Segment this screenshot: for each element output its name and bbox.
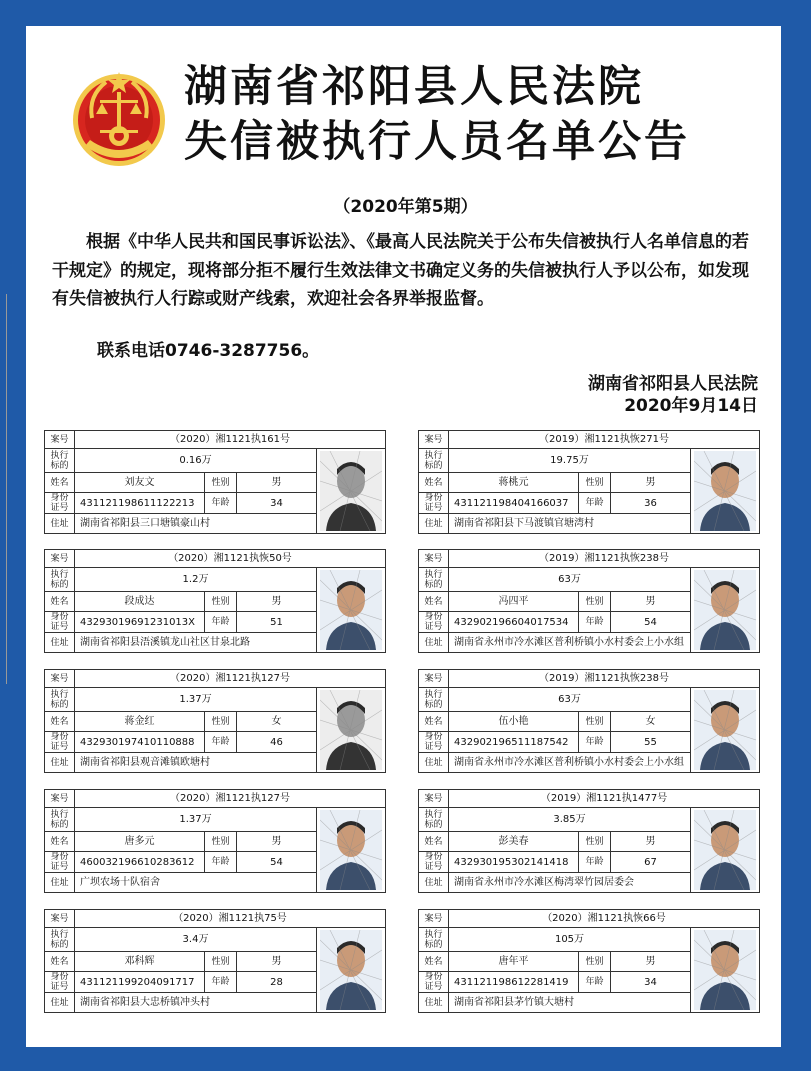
- amount-label: [419, 928, 449, 952]
- person-name: 伍小艳: [449, 712, 579, 732]
- id-label: [419, 612, 449, 633]
- person-gender: 男: [611, 473, 691, 493]
- debtor-table: [44, 430, 386, 534]
- person-photo: [320, 930, 382, 1010]
- person-photo-icon: [320, 930, 382, 1010]
- case-label: 案号: [45, 910, 75, 928]
- gender-label: 性别: [579, 592, 611, 612]
- id-label-line2: 证号: [424, 982, 443, 992]
- id-label: [45, 852, 75, 873]
- amount-value: 1.37万: [75, 808, 317, 832]
- debtor-card: [418, 430, 759, 532]
- amount-value: 0.16万: [75, 449, 317, 473]
- id-label: [45, 493, 75, 514]
- id-label-line2: 证号: [424, 742, 443, 752]
- debtor-table: [418, 549, 760, 653]
- gender-label: 性别: [205, 592, 237, 612]
- page-title-line2: 失信被执行人员名单公告: [184, 117, 690, 167]
- photo-cell: [691, 808, 760, 893]
- person-id-number: 432930197410110888: [75, 732, 205, 753]
- address-label: 住址: [419, 514, 449, 534]
- person-age: 34: [611, 972, 691, 993]
- photo-cell: [317, 928, 386, 1013]
- amount-label-line1: 执行: [424, 450, 443, 461]
- person-photo: [320, 690, 382, 770]
- address-label: 住址: [45, 633, 75, 653]
- id-label: [419, 972, 449, 993]
- amount-label: [45, 449, 75, 473]
- person-age: 55: [611, 732, 691, 753]
- person-name: 刘友文: [75, 473, 205, 493]
- gender-label: 性别: [579, 473, 611, 493]
- photo-cell: [317, 449, 386, 534]
- amount-label-line1: 执行: [424, 929, 443, 940]
- amount-label: [45, 568, 75, 592]
- amount-label-line2: 标的: [424, 579, 443, 590]
- debtor-table: [44, 549, 386, 653]
- person-photo: [320, 810, 382, 890]
- issue-number: （2020年第5期）: [333, 197, 478, 217]
- amount-label: [419, 688, 449, 712]
- age-label: 年龄: [205, 972, 237, 993]
- amount-label-line1: 执行: [424, 809, 443, 820]
- debtor-card: [418, 669, 759, 771]
- age-label: 年龄: [579, 612, 611, 633]
- photo-cell: [691, 688, 760, 773]
- photo-cell: [691, 449, 760, 534]
- person-name: 邓科辉: [75, 952, 205, 972]
- person-address: 广坝农场十队宿舍: [75, 873, 317, 893]
- age-label: 年龄: [579, 732, 611, 753]
- person-address: 湖南省永州市冷水滩区普利桥镇小水村委会上小水组: [449, 633, 691, 653]
- court-emblem-icon: [70, 66, 168, 170]
- case-number: （2019）湘1121执恢271号: [449, 431, 760, 449]
- name-label: 姓名: [45, 592, 75, 612]
- name-label: 姓名: [45, 712, 75, 732]
- notice-body: [52, 228, 764, 314]
- case-label: 案号: [419, 670, 449, 688]
- signature-org: 湖南省祁阳县人民法院: [588, 374, 758, 394]
- photo-cell: [691, 568, 760, 653]
- id-label-line1: 身份: [424, 612, 443, 622]
- id-label-line1: 身份: [50, 972, 69, 982]
- page-title-line1: 湖南省祁阳县人民法院: [184, 62, 644, 112]
- amount-label-line1: 执行: [50, 689, 69, 700]
- case-number: （2019）湘1121执1477号: [449, 790, 760, 808]
- id-label-line1: 身份: [50, 852, 69, 862]
- debtor-table: [44, 909, 386, 1013]
- amount-label-line2: 标的: [424, 819, 443, 830]
- amount-label-line1: 执行: [424, 689, 443, 700]
- case-label: 案号: [45, 550, 75, 568]
- amount-label-line2: 标的: [424, 460, 443, 471]
- name-label: 姓名: [419, 712, 449, 732]
- name-label: 姓名: [45, 952, 75, 972]
- amount-label-line2: 标的: [424, 939, 443, 950]
- case-number: （2020）湘1121执75号: [75, 910, 386, 928]
- id-label-line1: 身份: [424, 493, 443, 503]
- debtor-table: [44, 789, 386, 893]
- debtor-card: [44, 909, 385, 1011]
- case-number: （2020）湘1121执恢50号: [75, 550, 386, 568]
- person-name: 唐多元: [75, 832, 205, 852]
- photo-cell: [317, 568, 386, 653]
- case-label: 案号: [45, 670, 75, 688]
- amount-value: 19.75万: [449, 449, 691, 473]
- amount-label-line1: 执行: [50, 929, 69, 940]
- name-label: 姓名: [419, 592, 449, 612]
- debtor-table: [418, 909, 760, 1013]
- person-id-number: 432902196511187542: [449, 732, 579, 753]
- debtor-table: [418, 430, 760, 534]
- id-label: [45, 972, 75, 993]
- person-name: 冯四平: [449, 592, 579, 612]
- id-label: [45, 732, 75, 753]
- id-label-line2: 证号: [424, 862, 443, 872]
- person-address: 湖南省祁阳县浯溪镇龙山社区甘泉北路: [75, 633, 317, 653]
- id-label-line1: 身份: [424, 972, 443, 982]
- amount-label-line2: 标的: [50, 819, 69, 830]
- id-label-line2: 证号: [50, 982, 69, 992]
- age-label: 年龄: [579, 972, 611, 993]
- amount-value: 3.85万: [449, 808, 691, 832]
- case-number: （2020）湘1121执161号: [75, 431, 386, 449]
- case-number: （2020）湘1121执127号: [75, 670, 386, 688]
- debtor-card: [44, 430, 385, 532]
- person-address: 湖南省永州市冷水滩区普利桥镇小水村委会上小水组: [449, 753, 691, 773]
- person-photo: [694, 570, 756, 650]
- case-label: 案号: [419, 910, 449, 928]
- name-label: 姓名: [45, 832, 75, 852]
- person-address: 湖南省祁阳县观音滩镇欧塘村: [75, 753, 317, 773]
- person-photo-icon: [694, 690, 756, 770]
- amount-label-line1: 执行: [50, 450, 69, 461]
- debtor-card: [418, 549, 759, 651]
- person-photo: [694, 451, 756, 531]
- id-label-line1: 身份: [50, 493, 69, 503]
- person-age: 36: [611, 493, 691, 514]
- person-photo-icon: [320, 810, 382, 890]
- id-label-line2: 证号: [424, 622, 443, 632]
- notice-paragraph: 根据《中华人民共和国民事诉讼法》、《最高人民法院关于公布失信被执行人名单信息的若干规定》的规定，现将部分拒不履行生效法律文书确定义务的失信被执行人予以公布，如发现有失信被执行人行踪或财产线索，欢迎社会各界举报监督。: [52, 232, 749, 309]
- person-address: 湖南省祁阳县下马渡镇官塘湾村: [449, 514, 691, 534]
- person-id-number: 432902196604017534: [449, 612, 579, 633]
- person-gender: 男: [237, 832, 317, 852]
- id-label-line1: 身份: [50, 732, 69, 742]
- age-label: 年龄: [205, 732, 237, 753]
- person-gender: 男: [611, 832, 691, 852]
- amount-label-line2: 标的: [50, 579, 69, 590]
- person-photo: [694, 690, 756, 770]
- person-age: 67: [611, 852, 691, 873]
- person-age: 28: [237, 972, 317, 993]
- person-gender: 男: [237, 952, 317, 972]
- person-photo: [320, 451, 382, 531]
- amount-value: 1.37万: [75, 688, 317, 712]
- id-label-line1: 身份: [50, 612, 69, 622]
- id-label-line2: 证号: [50, 862, 69, 872]
- person-photo-icon: [320, 690, 382, 770]
- person-gender: 女: [611, 712, 691, 732]
- amount-value: 63万: [449, 568, 691, 592]
- amount-label-line2: 标的: [50, 460, 69, 471]
- person-photo-icon: [320, 451, 382, 531]
- id-label-line2: 证号: [50, 503, 69, 513]
- person-id-number: 43293019691231013X: [75, 612, 205, 633]
- gender-label: 性别: [205, 952, 237, 972]
- fold-line: [6, 294, 7, 684]
- address-label: 住址: [45, 873, 75, 893]
- person-photo: [694, 810, 756, 890]
- amount-label: [45, 928, 75, 952]
- case-label: 案号: [45, 790, 75, 808]
- case-label: 案号: [419, 790, 449, 808]
- amount-label-line1: 执行: [50, 809, 69, 820]
- name-label: 姓名: [419, 952, 449, 972]
- amount-value: 63万: [449, 688, 691, 712]
- person-age: 46: [237, 732, 317, 753]
- person-age: 51: [237, 612, 317, 633]
- gender-label: 性别: [579, 712, 611, 732]
- gender-label: 性别: [205, 473, 237, 493]
- address-label: 住址: [419, 873, 449, 893]
- person-photo-icon: [694, 451, 756, 531]
- person-gender: 男: [237, 473, 317, 493]
- person-age: 54: [611, 612, 691, 633]
- person-photo-icon: [320, 570, 382, 650]
- person-name: 唐年平: [449, 952, 579, 972]
- id-label-line1: 身份: [424, 852, 443, 862]
- person-gender: 男: [611, 592, 691, 612]
- photo-cell: [691, 928, 760, 1013]
- amount-value: 105万: [449, 928, 691, 952]
- person-address: 湖南省祁阳县茅竹镇大塘村: [449, 993, 691, 1013]
- id-label: [45, 612, 75, 633]
- name-label: 姓名: [419, 473, 449, 493]
- person-name: 蒋金红: [75, 712, 205, 732]
- debtor-table: [418, 789, 760, 893]
- amount-label-line2: 标的: [50, 939, 69, 950]
- debtor-table: [44, 669, 386, 773]
- person-age: 54: [237, 852, 317, 873]
- gender-label: 性别: [579, 952, 611, 972]
- person-name: 蒋桃元: [449, 473, 579, 493]
- person-address: 湖南省祁阳县大忠桥镇冲头村: [75, 993, 317, 1013]
- person-id-number: 460032196610283612: [75, 852, 205, 873]
- name-label: 姓名: [45, 473, 75, 493]
- age-label: 年龄: [579, 852, 611, 873]
- amount-label: [45, 808, 75, 832]
- address-label: 住址: [419, 633, 449, 653]
- id-label-line2: 证号: [424, 503, 443, 513]
- amount-label-line2: 标的: [50, 699, 69, 710]
- person-gender: 女: [237, 712, 317, 732]
- photo-cell: [317, 808, 386, 893]
- case-number: （2019）湘1121执恢238号: [449, 670, 760, 688]
- age-label: 年龄: [205, 852, 237, 873]
- case-label: 案号: [419, 550, 449, 568]
- person-photo-icon: [694, 930, 756, 1010]
- amount-value: 1.2万: [75, 568, 317, 592]
- amount-label-line2: 标的: [424, 699, 443, 710]
- id-label-line2: 证号: [50, 742, 69, 752]
- debtor-card: [44, 789, 385, 891]
- amount-label-line1: 执行: [424, 569, 443, 580]
- signature: [588, 373, 758, 417]
- person-name: 彭美春: [449, 832, 579, 852]
- case-label: 案号: [45, 431, 75, 449]
- age-label: 年龄: [205, 612, 237, 633]
- person-photo-icon: [694, 810, 756, 890]
- person-gender: 男: [611, 952, 691, 972]
- id-label: [419, 493, 449, 514]
- debtor-card: [418, 789, 759, 891]
- person-id-number: 431121198612281419: [449, 972, 579, 993]
- person-photo-icon: [694, 570, 756, 650]
- address-label: 住址: [419, 993, 449, 1013]
- person-address: 湖南省永州市冷水滩区梅湾翠竹园居委会: [449, 873, 691, 893]
- person-id-number: 431121198611122213: [75, 493, 205, 514]
- address-label: 住址: [45, 993, 75, 1013]
- id-label-line1: 身份: [424, 732, 443, 742]
- person-gender: 男: [237, 592, 317, 612]
- address-label: 住址: [419, 753, 449, 773]
- amount-label-line1: 执行: [50, 569, 69, 580]
- case-label: 案号: [419, 431, 449, 449]
- person-photo: [320, 570, 382, 650]
- amount-value: 3.4万: [75, 928, 317, 952]
- id-label-line2: 证号: [50, 622, 69, 632]
- case-number: （2019）湘1121执恢238号: [449, 550, 760, 568]
- case-number: （2020）湘1121执恢66号: [449, 910, 760, 928]
- photo-cell: [317, 688, 386, 773]
- debtor-table: [418, 669, 760, 773]
- signature-date: 2020年9月14日: [624, 396, 758, 416]
- person-age: 34: [237, 493, 317, 514]
- person-address: 湖南省祁阳县三口塘镇豪山村: [75, 514, 317, 534]
- id-label: [419, 852, 449, 873]
- amount-label: [419, 568, 449, 592]
- notice-sheet: [26, 26, 781, 1047]
- contact-phone: 联系电话0746-3287756。: [97, 341, 320, 361]
- gender-label: 性别: [205, 712, 237, 732]
- person-id-number: 431121199204091717: [75, 972, 205, 993]
- person-id-number: 431121198404166037: [449, 493, 579, 514]
- debtor-card: [418, 909, 759, 1011]
- address-label: 住址: [45, 753, 75, 773]
- address-label: 住址: [45, 514, 75, 534]
- person-photo: [694, 930, 756, 1010]
- id-label: [419, 732, 449, 753]
- age-label: 年龄: [205, 493, 237, 514]
- person-id-number: 432930195302141418: [449, 852, 579, 873]
- debtor-card: [44, 669, 385, 771]
- amount-label: [45, 688, 75, 712]
- case-number: （2020）湘1121执127号: [75, 790, 386, 808]
- gender-label: 性别: [205, 832, 237, 852]
- age-label: 年龄: [579, 493, 611, 514]
- amount-label: [419, 449, 449, 473]
- debtor-card: [44, 549, 385, 651]
- person-name: 段成达: [75, 592, 205, 612]
- gender-label: 性别: [579, 832, 611, 852]
- amount-label: [419, 808, 449, 832]
- name-label: 姓名: [419, 832, 449, 852]
